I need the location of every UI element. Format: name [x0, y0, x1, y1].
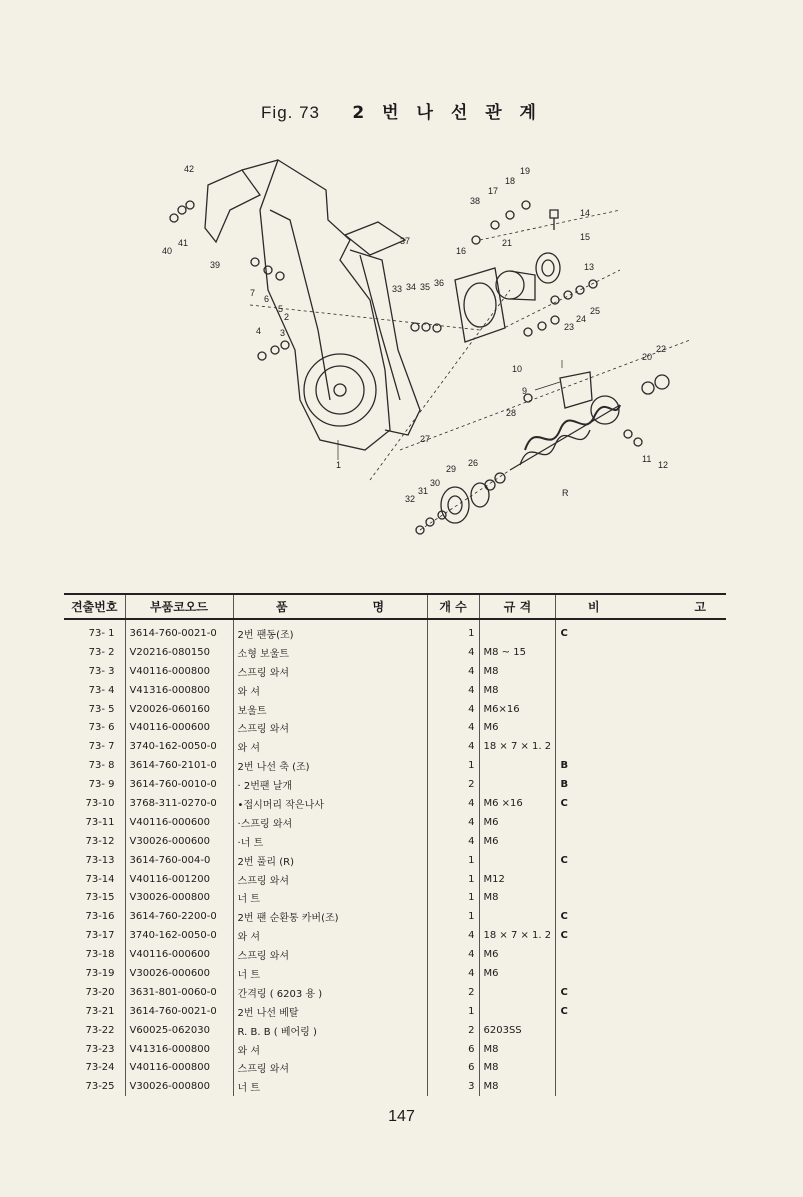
cell-quantity: 4 — [427, 794, 479, 813]
callout-14: 14 — [580, 208, 591, 218]
callout-28: 28 — [506, 408, 517, 418]
cell-ref-no: 73-10 — [85, 797, 115, 809]
cell-quantity: 4 — [427, 813, 479, 832]
cell-quantity: 1 — [427, 619, 479, 643]
cell-quantity: 1 — [427, 888, 479, 907]
cell-spec: M8 — [479, 1077, 556, 1096]
cell-part-name: 2번 풀리 (R) — [233, 851, 427, 870]
cell-spec: 18 × 7 × 1. 2 — [479, 926, 556, 945]
callout-labels — [162, 164, 668, 504]
cell-spec — [479, 907, 556, 926]
table-row — [64, 983, 726, 1002]
table-row — [64, 775, 726, 794]
callout-36: 36 — [434, 278, 445, 288]
cell-ref-no: 73-18 — [85, 949, 115, 961]
figure-name: 2 번 나 선 관 계 — [352, 103, 542, 123]
callout-16: 16 — [456, 246, 467, 256]
cell-quantity: 1 — [427, 907, 479, 926]
cell-ref-no: 73- 2 — [88, 646, 115, 658]
cell-part-name: 너 트 — [233, 888, 427, 907]
callout-25: 25 — [590, 306, 601, 316]
callout-2: 2 — [284, 312, 290, 322]
cell-quantity: 4 — [427, 945, 479, 964]
cell-part-name: 2번 나선 베탈 — [233, 1002, 427, 1021]
cell-spec: M6 — [479, 718, 556, 737]
table-row — [64, 870, 726, 889]
table-row — [64, 700, 726, 719]
cell-quantity: 4 — [427, 832, 479, 851]
callout-3: 3 — [280, 328, 286, 338]
cell-note — [556, 662, 726, 681]
page-number: 147 — [388, 1108, 415, 1125]
cell-ref-no: 73- 6 — [88, 722, 115, 734]
cell-note: C — [556, 619, 726, 643]
header-quantity: 개 수 — [427, 594, 479, 619]
callout-11: 11 — [642, 454, 652, 464]
cell-quantity: 6 — [427, 1058, 479, 1077]
table-row — [64, 1040, 726, 1059]
table-row — [64, 907, 726, 926]
cell-part-code: 3740-162-0050-0 — [125, 926, 233, 945]
cell-part-code: 3614-760-2200-0 — [125, 907, 233, 926]
callout-37: 37 — [400, 236, 411, 246]
table-row — [64, 681, 726, 700]
cell-ref-no: 73-24 — [85, 1062, 115, 1074]
cell-part-code: 3614-760-004-0 — [125, 851, 233, 870]
cell-ref-no: 73- 7 — [88, 741, 115, 753]
cell-part-code: 3614-760-0021-0 — [125, 619, 233, 643]
cell-note — [556, 964, 726, 983]
cell-part-name: 너 트 — [233, 1077, 427, 1096]
header-ref-no: 견출번호 — [64, 594, 125, 619]
cell-spec: M12 — [479, 870, 556, 889]
cell-note: B — [556, 775, 726, 794]
callout-30: 30 — [430, 478, 441, 488]
callout-27: 27 — [420, 434, 431, 444]
cell-part-code: V60025-062030 — [125, 1021, 233, 1040]
cell-ref-no: 73-19 — [85, 967, 115, 979]
cell-part-code: V30026-000800 — [125, 888, 233, 907]
callout-21: 21 — [502, 238, 513, 248]
cell-ref-no: 73- 8 — [88, 760, 115, 772]
cell-note: C — [556, 794, 726, 813]
callout-32: 32 — [405, 494, 416, 504]
callout-41: 41 — [178, 238, 189, 248]
cell-note: B — [556, 756, 726, 775]
cell-part-name: 스프링 와셔 — [233, 870, 427, 889]
cell-part-name: ·너 트 — [233, 832, 427, 851]
callout-20: 20 — [642, 352, 653, 362]
exploded-parts-diagram — [150, 150, 690, 550]
cell-note: C — [556, 983, 726, 1002]
cell-quantity: 6 — [427, 1040, 479, 1059]
cell-ref-no: 73-14 — [85, 873, 115, 885]
cell-part-name: ·스프링 와셔 — [233, 813, 427, 832]
cell-note — [556, 1077, 726, 1096]
callout-6: 6 — [264, 294, 270, 304]
cell-quantity: 1 — [427, 756, 479, 775]
table-header-row — [64, 594, 726, 619]
cell-part-name: 2번 팬 순환통 카버(조) — [233, 907, 427, 926]
cell-part-name: 너 트 — [233, 964, 427, 983]
callout-33: 33 — [392, 284, 403, 294]
cell-quantity: 3 — [427, 1077, 479, 1096]
cell-part-code: 3614-760-2101-0 — [125, 756, 233, 775]
cell-ref-no: 73-22 — [85, 1024, 115, 1036]
cell-part-name: 간격링 ( 6203 용 ) — [233, 983, 427, 1002]
cell-part-name: 와 셔 — [233, 737, 427, 756]
cell-note: C — [556, 1002, 726, 1021]
cell-part-code: V40116-000600 — [125, 945, 233, 964]
cell-part-code: V40116-000800 — [125, 662, 233, 681]
cell-spec — [479, 619, 556, 643]
cell-ref-no: 73- 5 — [88, 703, 115, 715]
cell-spec — [479, 1002, 556, 1021]
cell-part-name: 2번 팬동(조) — [233, 619, 427, 643]
cell-note — [556, 1040, 726, 1059]
callout-7: 7 — [250, 288, 256, 298]
cell-quantity: 4 — [427, 737, 479, 756]
cell-quantity: 4 — [427, 926, 479, 945]
callout-40: 40 — [162, 246, 173, 256]
cell-part-code: V40116-001200 — [125, 870, 233, 889]
cell-spec: M8 — [479, 1040, 556, 1059]
callout-26: 26 — [468, 458, 479, 468]
cell-spec: M6 ×16 — [479, 794, 556, 813]
table-row — [64, 643, 726, 662]
table-row — [64, 1077, 726, 1096]
cell-part-code: V40116-000600 — [125, 718, 233, 737]
callout-9: 9 — [522, 386, 528, 396]
cell-spec: M8 — [479, 662, 556, 681]
header-part-name-2: 명 — [330, 594, 427, 619]
cell-part-code: 3740-162-0050-0 — [125, 737, 233, 756]
cell-ref-no: 73-25 — [85, 1081, 115, 1093]
cell-part-name: 보울트 — [233, 700, 427, 719]
table-row — [64, 832, 726, 851]
cell-part-name: 와 셔 — [233, 1040, 427, 1059]
table-row — [64, 718, 726, 737]
callout-34: 34 — [406, 282, 417, 292]
callout-13: 13 — [584, 262, 595, 272]
cell-part-name: 스프링 와셔 — [233, 1058, 427, 1077]
callout-39: 39 — [210, 260, 221, 270]
cell-quantity: 4 — [427, 643, 479, 662]
cell-part-code: V20216-080150 — [125, 643, 233, 662]
cell-quantity: 4 — [427, 662, 479, 681]
cell-note — [556, 1058, 726, 1077]
callout-4: 4 — [256, 326, 262, 336]
cell-part-code: V20026-060160 — [125, 700, 233, 719]
table-row — [64, 794, 726, 813]
table-row — [64, 1002, 726, 1021]
cell-spec: M6 — [479, 945, 556, 964]
cell-part-name: 소형 보울트 — [233, 643, 427, 662]
cell-ref-no: 73-13 — [85, 854, 115, 866]
cell-part-name: 스프링 와셔 — [233, 718, 427, 737]
callout-31: 31 — [418, 486, 429, 496]
cell-quantity: 2 — [427, 1021, 479, 1040]
cell-note — [556, 700, 726, 719]
callout-12: 12 — [658, 460, 669, 470]
figure-number: Fig. 73 — [261, 103, 321, 122]
cell-spec: M6 — [479, 813, 556, 832]
cell-note — [556, 718, 726, 737]
cell-ref-no: 73- 1 — [88, 627, 115, 639]
cell-ref-no: 73- 3 — [88, 665, 115, 677]
cell-ref-no: 73-17 — [85, 930, 115, 942]
cell-part-name: 스프링 와셔 — [233, 945, 427, 964]
cell-part-name: 스프링 와셔 — [233, 662, 427, 681]
cell-quantity: 1 — [427, 1002, 479, 1021]
cell-ref-no: 73- 9 — [88, 779, 115, 791]
cell-quantity: 4 — [427, 681, 479, 700]
header-spec: 규 격 — [479, 594, 556, 619]
cell-part-code: V40116-000600 — [125, 813, 233, 832]
cell-ref-no: 73-12 — [85, 835, 115, 847]
cell-spec — [479, 775, 556, 794]
callout-22: 22 — [656, 344, 667, 354]
cell-part-code: 3614-760-0021-0 — [125, 1002, 233, 1021]
cell-quantity: 1 — [427, 870, 479, 889]
cell-ref-no: 73-23 — [85, 1043, 115, 1055]
cell-ref-no: 73-11 — [85, 816, 115, 828]
table-row — [64, 619, 726, 643]
callout-18: 18 — [505, 176, 516, 186]
cell-part-code: 3768-311-0270-0 — [125, 794, 233, 813]
table-row — [64, 737, 726, 756]
cell-note — [556, 813, 726, 832]
table-row — [64, 964, 726, 983]
cell-note — [556, 945, 726, 964]
callout-1: 1 — [336, 460, 342, 470]
cell-note — [556, 870, 726, 889]
callout-23: 23 — [564, 322, 575, 332]
cell-quantity: 1 — [427, 851, 479, 870]
callout-15: 15 — [580, 232, 591, 242]
table-row — [64, 926, 726, 945]
cell-spec: M8 ~ 15 — [479, 643, 556, 662]
callout-19: 19 — [520, 166, 531, 176]
cell-note — [556, 737, 726, 756]
cell-quantity: 4 — [427, 700, 479, 719]
cell-note: C — [556, 851, 726, 870]
cell-spec: M8 — [479, 681, 556, 700]
header-part-name-1: 품 — [233, 594, 330, 619]
cell-ref-no: 73-16 — [85, 911, 115, 923]
cell-note — [556, 643, 726, 662]
cell-spec — [479, 983, 556, 1002]
header-note-1: 비 — [556, 594, 631, 619]
cell-part-code: 3614-760-0010-0 — [125, 775, 233, 794]
cell-ref-no: 73-15 — [85, 892, 115, 904]
cell-part-name: · 2번팬 날개 — [233, 775, 427, 794]
cell-spec — [479, 756, 556, 775]
figure-title — [0, 98, 803, 123]
table-row — [64, 1058, 726, 1077]
cell-quantity: 2 — [427, 775, 479, 794]
cell-note — [556, 1021, 726, 1040]
table-row — [64, 888, 726, 907]
parts-table — [64, 593, 726, 1096]
cell-part-code: V30026-000600 — [125, 964, 233, 983]
cell-part-code: V30026-000600 — [125, 832, 233, 851]
cell-note: C — [556, 926, 726, 945]
cell-quantity: 2 — [427, 983, 479, 1002]
cell-note: C — [556, 907, 726, 926]
cell-spec: M6 — [479, 832, 556, 851]
callout-24: 24 — [576, 314, 587, 324]
table-row — [64, 945, 726, 964]
cell-part-code: V30026-000800 — [125, 1077, 233, 1096]
cell-part-name: 와 셔 — [233, 681, 427, 700]
cell-ref-no: 73- 4 — [88, 684, 115, 696]
table-row — [64, 662, 726, 681]
cell-spec: 6203SS — [479, 1021, 556, 1040]
cell-part-name: R. B. B ( 베어링 ) — [233, 1021, 427, 1040]
cell-spec: M8 — [479, 888, 556, 907]
cell-quantity: 4 — [427, 964, 479, 983]
cell-quantity: 4 — [427, 718, 479, 737]
cell-spec: M6×16 — [479, 700, 556, 719]
cell-part-name: 2번 나선 축 (조) — [233, 756, 427, 775]
cell-note — [556, 888, 726, 907]
callout-29: 29 — [446, 464, 457, 474]
cell-part-code: 3631-801-0060-0 — [125, 983, 233, 1002]
callout-42: 42 — [184, 164, 195, 174]
parts-table-body — [64, 619, 726, 1096]
callout-17: 17 — [488, 186, 499, 196]
callout-10: 10 — [512, 364, 523, 374]
cell-spec — [479, 851, 556, 870]
cell-note — [556, 681, 726, 700]
callout-R: R — [562, 488, 569, 498]
callout-35: 35 — [420, 282, 431, 292]
cell-note — [556, 832, 726, 851]
callout-38: 38 — [470, 196, 481, 206]
cell-part-name: 와 셔 — [233, 926, 427, 945]
header-note-2: 고 — [631, 594, 726, 619]
table-row — [64, 851, 726, 870]
cell-spec: 18 × 7 × 1. 2 — [479, 737, 556, 756]
callout-5: 5 — [278, 304, 284, 314]
cell-ref-no: 73-20 — [85, 986, 115, 998]
header-part-code: 부품코오드 — [125, 594, 233, 619]
cell-ref-no: 73-21 — [85, 1005, 115, 1017]
cell-part-code: V40116-000800 — [125, 1058, 233, 1077]
table-row — [64, 1021, 726, 1040]
table-row — [64, 756, 726, 775]
table-row — [64, 813, 726, 832]
cell-spec: M6 — [479, 964, 556, 983]
cell-spec: M8 — [479, 1058, 556, 1077]
cell-part-name: •접시머리 작은나사 — [233, 794, 427, 813]
cell-part-code: V41316-000800 — [125, 1040, 233, 1059]
cell-part-code: V41316-000800 — [125, 681, 233, 700]
